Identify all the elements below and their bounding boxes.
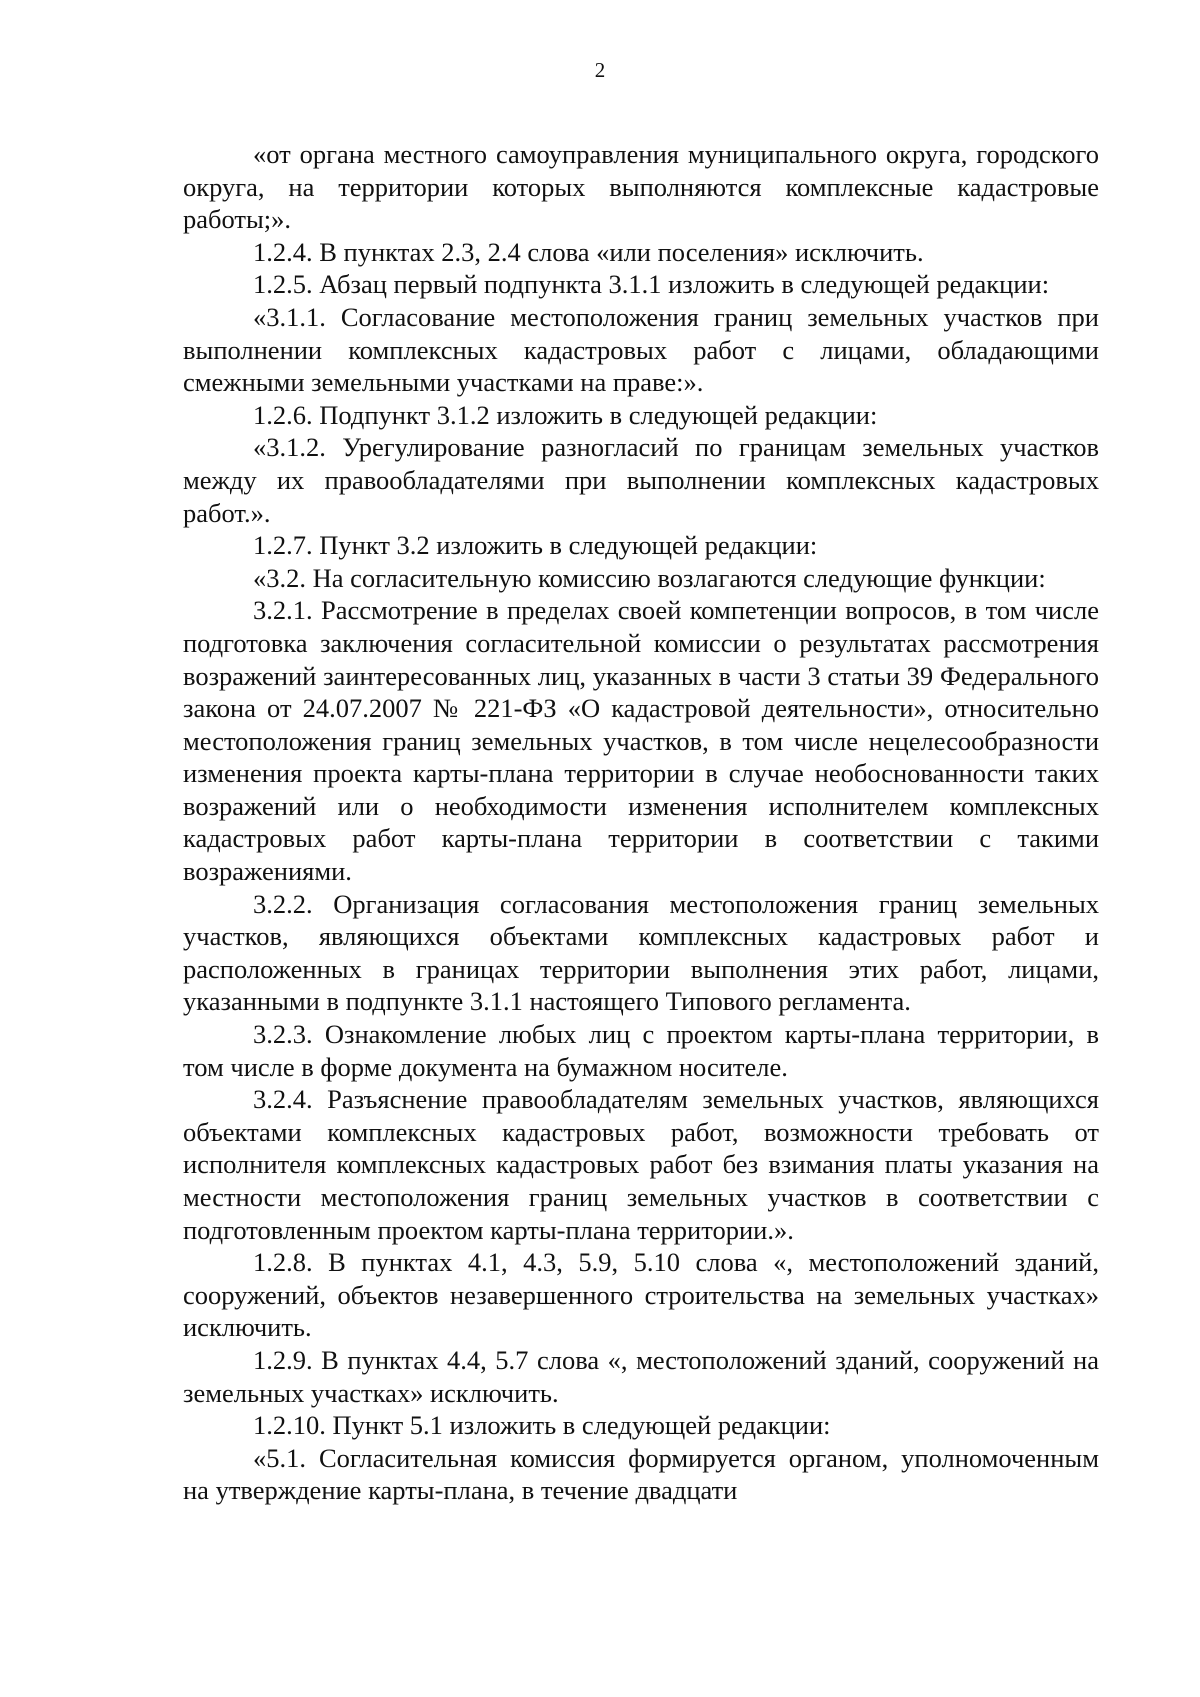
paragraph: «3.2. На согласительную комиссию возлагаются следующие функции:	[253, 562, 1046, 593]
paragraph: «от органа местного самоуправления муниципального округа, городского округа, на территории которых выполняются комплексные кадастровые работы;».	[183, 139, 1099, 235]
page-number: 2	[594, 58, 606, 82]
paragraph: 1.2.10. Пункт 5.1 изложить в следующей редакции:	[253, 1410, 831, 1441]
paragraph: 3.2.1. Рассмотрение в пределах своей компетенции вопросов, в том числе подготовка заключения согласительной комиссии о результатах рассмотрения возражений заинтересованных лиц, указанных в части 3 статьи 39 Федерального закона от 24.07.2007 № 221-ФЗ «О кадастровой деятельности», относительно местоположения границ земельных участков, в том числе нецелесообразности изменения проекта карты-плана территории в случае необоснованности таких возражений или о необходимости изменения исполнителем комплексных кадастровых работ карты-плана территории в соответствии с такими возражениями.	[183, 595, 1099, 887]
paragraph: 1.2.7. Пункт 3.2 изложить в следующей редакции:	[253, 530, 818, 561]
paragraph: «3.1.1. Согласование местоположения границ земельных участков при выполнении комплексных кадастровых работ с лицами, обладающими смежными земельными участками на праве:».	[183, 301, 1099, 398]
paragraph: 3.2.3. Ознакомление любых лиц с проектом карты-плана территории, в том числе в форме документа на бумажном носителе.	[183, 1019, 1099, 1082]
paragraph: 1.2.9. В пунктах 4.4, 5.7 слова «, местоположений зданий, сооружений на земельных участках» исключить.	[183, 1344, 1099, 1408]
paragraph: 3.2.2. Организация согласования местоположения границ земельных участков, являющихся объектами комплексных кадастровых работ и расположенных в границах территории выполнения этих работ, лицами, указанными в подпункте 3.1.1 настоящего Типового регламента.	[183, 888, 1099, 1017]
document-body	[183, 138, 1099, 1507]
paragraph: 1.2.6. Подпункт 3.1.2 изложить в следующей редакции:	[253, 399, 878, 430]
paragraph: 1.2.5. Абзац первый подпункта 3.1.1 изложить в следующей редакции:	[253, 269, 1050, 300]
paragraph: «3.1.2. Урегулирование разногласий по границам земельных участков между их правообладателями при выполнении комплексных кадастровых работ.».	[183, 432, 1099, 528]
paragraph: 3.2.4. Разъяснение правообладателям земельных участков, являющихся объектами комплексных кадастровых работ, возможности требовать от исполнителя комплексных кадастровых работ без взимания платы указания на местности местоположения границ земельных участков в соответствии с подготовленным проектом карты-плана территории.».	[183, 1084, 1099, 1245]
paragraph: «5.1. Согласительная комиссия формируется органом, уполномоченным на утверждение карты-плана, в течение двадцати	[183, 1442, 1099, 1506]
paragraph: 1.2.4. В пунктах 2.3, 2.4 слова «или поселения» исключить.	[253, 236, 924, 267]
paragraph: 1.2.8. В пунктах 4.1, 4.3, 5.9, 5.10 слова «, местоположений зданий, сооружений, объектов незавершенного строительства на земельных участках» исключить.	[183, 1247, 1099, 1343]
